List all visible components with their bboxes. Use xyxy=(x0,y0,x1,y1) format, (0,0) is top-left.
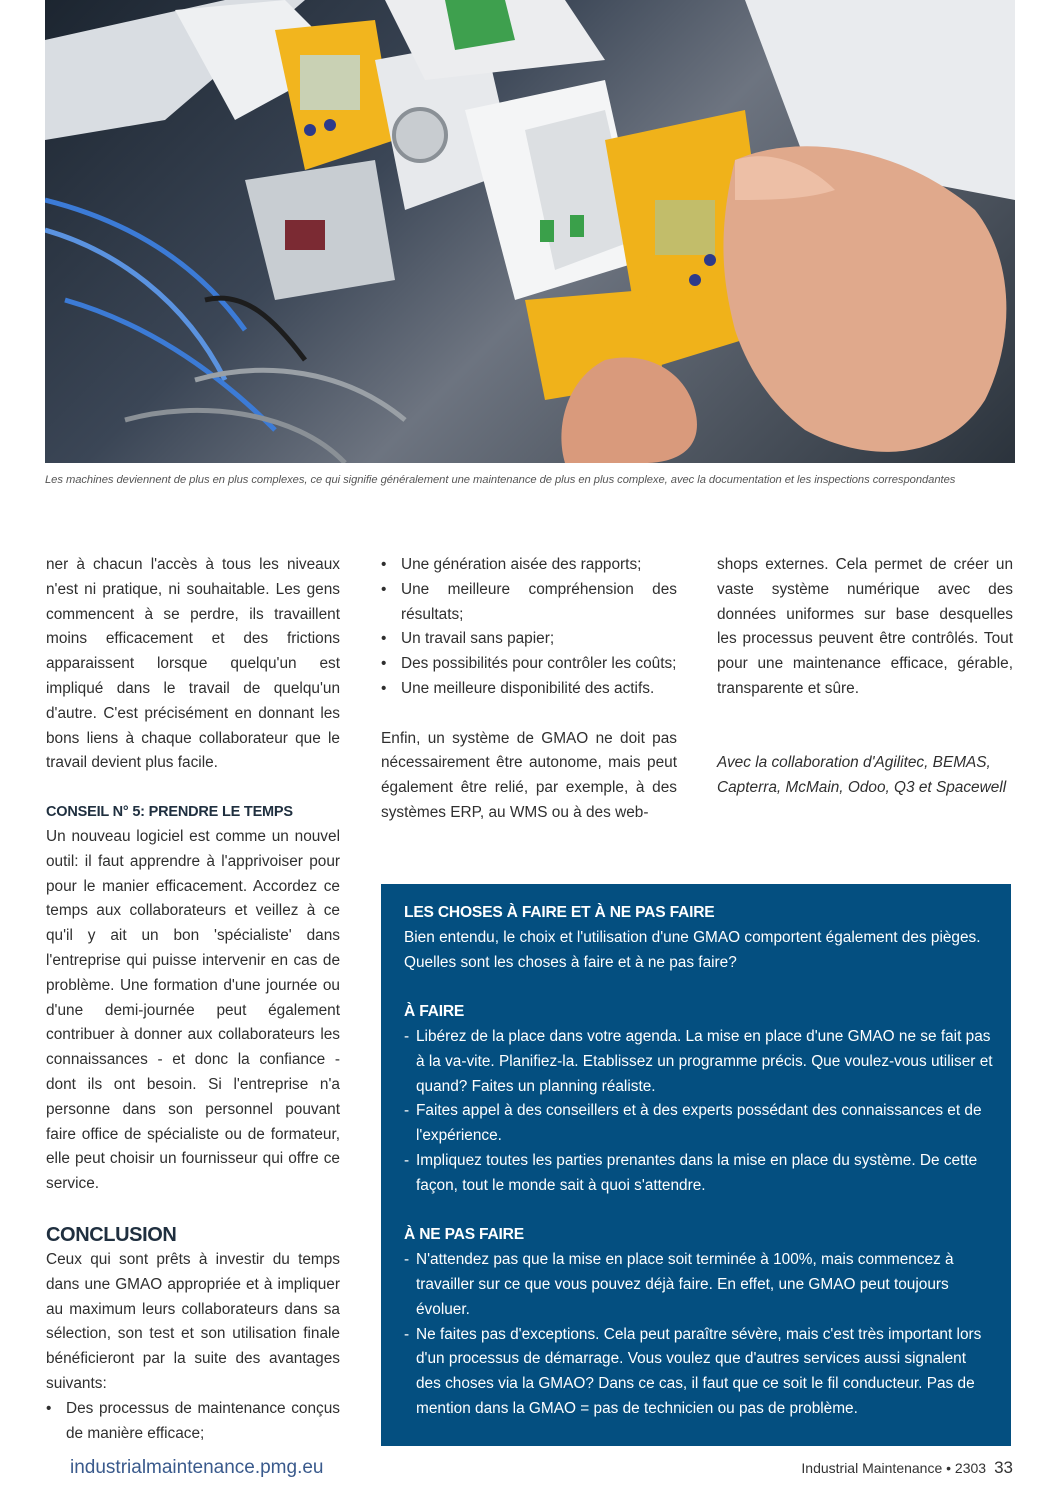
list-item: • Une meilleure disponibilité des actifs. xyxy=(381,677,677,702)
paragraph: Ceux qui sont prêts à investir du temps dans une GMAO appropriée et à impliquer au maximum leurs collaborateurs dans sa sélection, son test et son utilisation finale bénéficieront par la suite des avantages suivants: xyxy=(46,1250,340,1392)
photo-illustration xyxy=(45,0,1015,463)
paragraph: Un nouveau logiciel est comme un nouvel outil: il faut apprendre à l'apprivoiser pour pour le manier efficacement. Accordez ce temps aux collaborateurs et veillez à ce qu'il y ait un bon 'spécialiste' dans l'entreprise qui puisse intervenir en cas de problème. Une formation d'une journée ou d'une demi-journée peut également contribuer à donner aux collaborateurs les connaissances - et donc la confiance - dont ils ont besoin. Si l'entreprise n'a personne dans son personnel pouvant faire office de spécialiste ou de formateur, elle peut choisir un fournisseur qui offre ce service. xyxy=(46,827,340,1193)
page-number: 33 xyxy=(994,1458,1013,1477)
credits: Avec la collaboration d'Agilitec, BEMAS, Capterra, McMain, Odoo, Q3 et Spacewell xyxy=(717,754,1007,797)
list-item: - Faites appel à des conseillers et à des experts possédant des connaissances et de l'expérience. xyxy=(404,1099,994,1149)
list-item: - Libérez de la place dans votre agenda. La mise en place d'une GMAO ne se fait pas à la va-vite. Planifiez-la. Etablissez un programme précis. Que voulez-vous utiliser et quand? Faites un planning réaliste. xyxy=(404,1025,994,1099)
column-3 xyxy=(717,553,1013,801)
dont-heading: À NE PAS FAIRE xyxy=(404,1226,524,1244)
column-1 xyxy=(46,553,340,1446)
list-item: - N'attendez pas que la mise en place soit terminée à 100%, mais commencez à travailler sur ce que vous pouvez déjà faire. En effet, une GMAO peut toujours évoluer. xyxy=(404,1248,994,1322)
paragraph: shops externes. Cela permet de créer un vaste système numérique avec des données uniformes sur base desquelles les processus peuvent être contrôlés. Tout pour une maintenance efficace, gérable, transparente et sûre. xyxy=(717,556,1013,697)
paragraph: Enfin, un système de GMAO ne doit pas nécessairement être autonome, mais peut également être relié, par exemple, à des systèmes ERP, au WMS ou à des web- xyxy=(381,729,677,821)
dos-and-donts-box xyxy=(381,884,1011,1446)
page-footer xyxy=(801,1458,1013,1478)
do-heading: À FAIRE xyxy=(404,1003,465,1021)
benefits-list-continued xyxy=(381,553,677,702)
column-2 xyxy=(381,553,677,826)
list-item: • Des processus de maintenance conçus de manière efficace; xyxy=(46,1397,340,1447)
benefits-list xyxy=(46,1397,340,1447)
electrical-panel-photo xyxy=(45,0,1015,463)
photo-caption: Les machines deviennent de plus en plus complexes, ce qui signifie généralement une maintenance de plus en plus complexe, avec la documentation et les inspections correspondantes xyxy=(45,474,956,486)
paragraph: ner à chacun l'accès à tous les niveaux n'est ni pratique, ni souhaitable. Les gens commencent à se perdre, ils travaillent moins efficacement et des frictions apparaissent lorsque quelqu'un est impliqué dans le travail de quelqu'un d'autre. C'est précisément en donnant les bons liens à chaque collaborateur que le travail devient plus facile. xyxy=(46,556,340,772)
magazine-name: Industrial Maintenance • 2303 xyxy=(801,1460,987,1476)
do-list xyxy=(404,1025,994,1199)
dont-list xyxy=(404,1248,994,1422)
list-item: • Une meilleure compréhension des résultats; xyxy=(381,578,677,628)
box-title: LES CHOSES À FAIRE ET À NE PAS FAIRE xyxy=(404,904,715,921)
box-intro: Bien entendu, le choix et l'utilisation d'une GMAO comportent également des pièges. Quelles sont les choses à faire et à ne pas faire? xyxy=(404,928,981,971)
list-item: - Impliquez toutes les parties prenantes dans la mise en place du système. De cette façon, tout le monde sait à quoi s'attendre. xyxy=(404,1149,994,1199)
section-heading: CONSEIL N° 5: PRENDRE LE TEMPS xyxy=(46,804,293,821)
website-link[interactable]: industrialmaintenance.pmg.eu xyxy=(70,1457,324,1478)
list-item: - Ne faites pas d'exceptions. Cela peut paraître sévère, mais c'est très important lors d'un processus de démarrage. Vous voulez que d'autres services aussi signalent des choses via la GMAO? Dans ce cas, il faut que ce soit le fil conducteur. Pas de mention dans la GMAO = pas de technicien ou pas de problème. xyxy=(404,1323,994,1422)
list-item: • Un travail sans papier; xyxy=(381,627,677,652)
list-item: • Une génération aisée des rapports; xyxy=(381,553,677,578)
conclusion-heading: CONCLUSION xyxy=(46,1223,177,1246)
list-item: • Des possibilités pour contrôler les coûts; xyxy=(381,652,677,677)
